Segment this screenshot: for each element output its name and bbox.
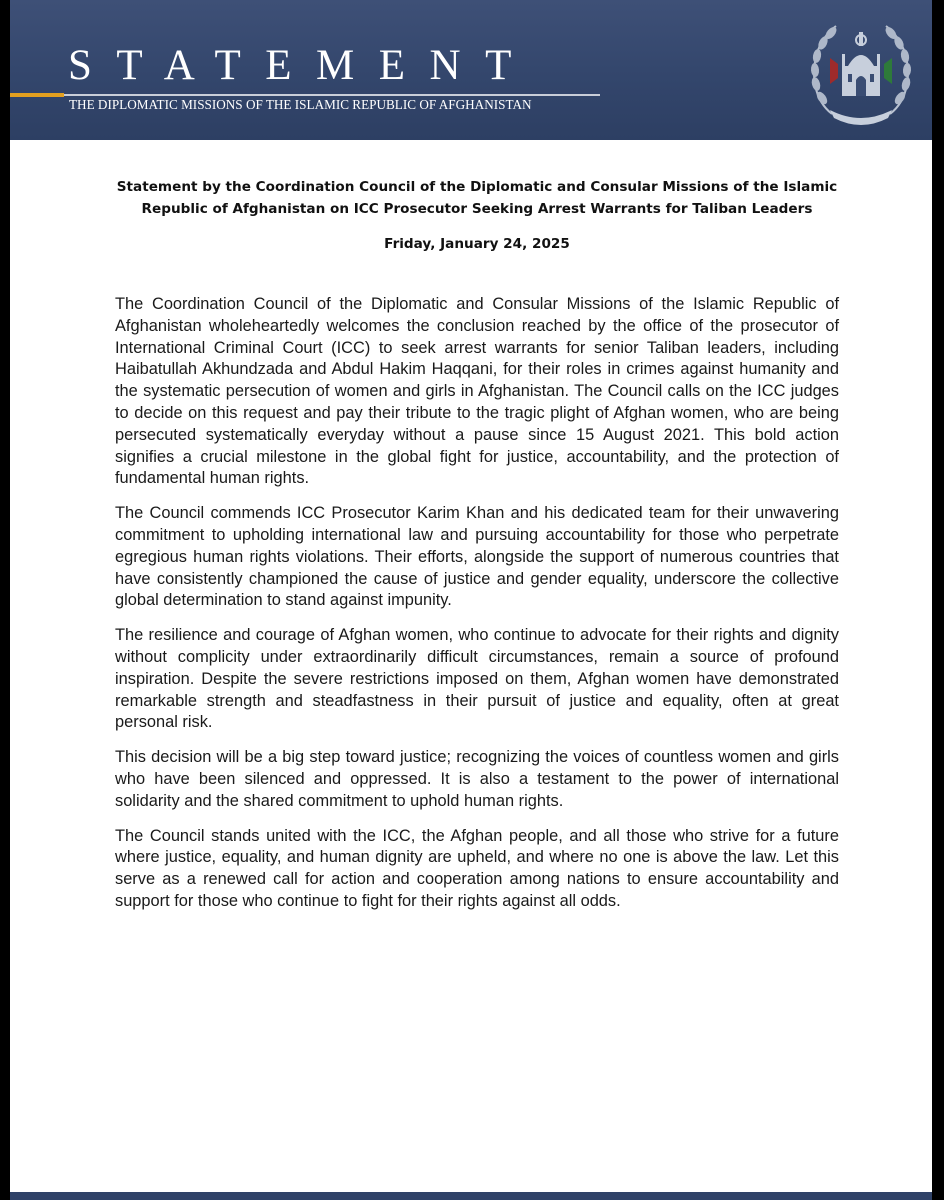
- letterhead-title: STATEMENT: [68, 42, 536, 89]
- letterhead-subtitle: THE DIPLOMATIC MISSIONS OF THE ISLAMIC REPUBLIC OF AFGHANISTAN: [69, 97, 532, 112]
- statement-date: Friday, January 24, 2025: [384, 236, 570, 252]
- paragraph: The Council stands united with the ICC, the Afghan people, and all those who strive for a future where justice, equality, and human dignity are upheld, and where no one is above the law. Let this serve as a renewed call for action and cooperation among nations to ensure accountability and support for those who continue to fight for their rights against all odds.: [115, 826, 839, 910]
- afghanistan-emblem-icon: [802, 14, 920, 132]
- letterhead-accent-rule: [10, 93, 64, 97]
- footer-bar: [10, 1192, 932, 1200]
- statement-body: [115, 294, 839, 926]
- paragraph: The Council commends ICC Prosecutor Karim Khan and his dedicated team for their unwavering commitment to upholding international law and pursuing accountability for those who perpetrate egregious human rights violations. Their efforts, alongside the support of numerous countries that have consistently championed the cause of justice and gender equality, underscore the collective global determination to stand against impunity.: [115, 504, 839, 610]
- paragraph: The resilience and courage of Afghan women, who continue to advocate for their rights and dignity without complicity under extraordinarily difficult circumstances, remain a source of profound inspiration. Despite the severe restrictions imposed on them, Afghan women have demonstrated remarkable strength and steadfastness in their pursuit of justice and equality, often at great personal risk.: [115, 626, 839, 732]
- statement-heading: Statement by the Coordination Council of the Diplomatic and Consular Missions of the Islamic Republic of Afghanistan on ICC Prosecutor Seeking Arrest Warrants for Taliban Leaders: [116, 179, 838, 217]
- paragraph: This decision will be a big step toward justice; recognizing the voices of countless women and girls who have been silenced and oppressed. It is also a testament to the power of international solidarity and the shared commitment to uphold human rights.: [115, 748, 839, 810]
- document-page: [10, 0, 932, 1200]
- letterhead-divider: [64, 94, 600, 96]
- paragraph: The Coordination Council of the Diplomatic and Consular Missions of the Islamic Republic of Afghanistan wholeheartedly welcomes the conclusion reached by the office of the prosecutor of International Criminal Court (ICC) to seek arrest warrants for senior Taliban leaders, including Haibatullah Akhundzada and Abdul Hakim Haqqani, for their roles in crimes against humanity and the systematic persecution of women and girls in Afghanistan. The Council calls on the ICC judges to decide on this request and pay their tribute to the tragic plight of Afghan women, who are being persecuted systematically everyday without a pause since 15 August 2021. This bold action signifies a crucial milestone in the global fight for justice, accountability, and the protection of fundamental human rights.: [115, 295, 839, 488]
- letterhead-banner: [10, 0, 932, 140]
